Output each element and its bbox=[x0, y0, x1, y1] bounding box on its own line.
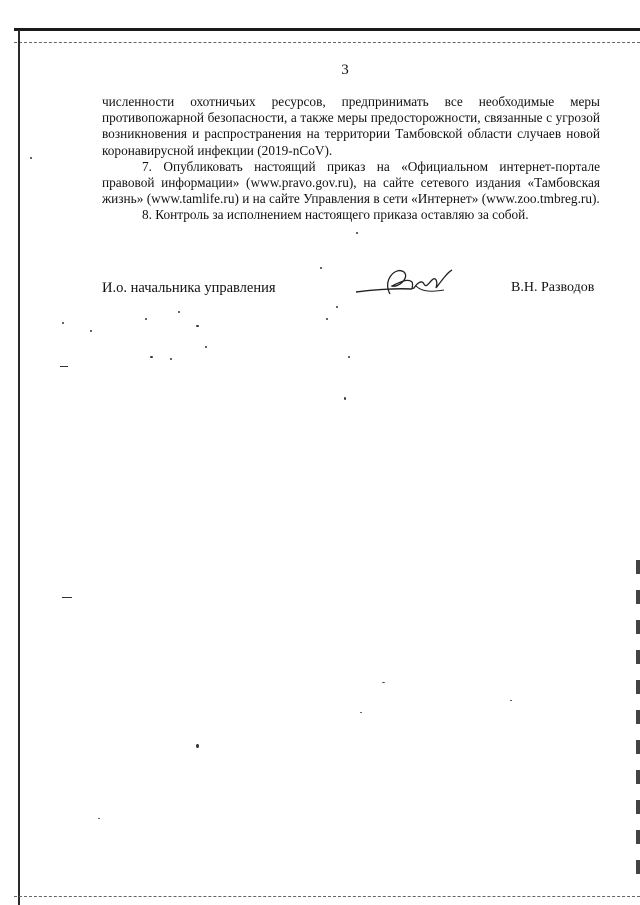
signatory-name: В.Н. Разводов bbox=[511, 280, 595, 295]
scan-speck bbox=[344, 397, 346, 400]
scan-speck bbox=[382, 682, 385, 683]
scan-right-edge-marks bbox=[636, 560, 640, 880]
scan-speck bbox=[60, 366, 68, 367]
scan-speck bbox=[90, 330, 92, 332]
paragraph-item-8: 8. Контроль за исполнением настоящего приказа оставляю за собой. bbox=[142, 207, 529, 223]
scan-speck bbox=[196, 325, 199, 327]
scan-speck bbox=[178, 311, 180, 313]
scan-speck bbox=[150, 356, 153, 358]
scan-top-dashed-line bbox=[14, 42, 640, 44]
scan-speck bbox=[62, 322, 64, 324]
scan-speck bbox=[205, 346, 207, 348]
scan-top-border bbox=[14, 28, 640, 31]
scan-speck bbox=[196, 744, 199, 748]
scan-speck bbox=[170, 358, 172, 360]
scan-speck bbox=[145, 318, 147, 320]
scan-speck bbox=[348, 356, 350, 358]
scan-speck bbox=[62, 597, 72, 598]
scan-speck bbox=[98, 818, 100, 819]
scan-speck bbox=[356, 232, 358, 234]
scan-speck bbox=[336, 306, 338, 308]
scan-left-edge bbox=[18, 30, 20, 905]
paragraph-continuation: численности охотничьих ресурсов, предпринимать все необходимые меры противопожарной безопасности, а также меры предосторожности, связанные с угрозой возникновения и распространения на территории Тамбовской области случаев новой коронавирусной инфекции (2019-nCoV). bbox=[102, 94, 600, 158]
scan-speck bbox=[320, 267, 322, 269]
document-body bbox=[102, 94, 600, 224]
scan-bottom-dashed-line bbox=[14, 896, 640, 898]
scan-speck bbox=[326, 318, 328, 320]
paragraph-item-7: 7. Опубликовать настоящий приказ на «Официальном интернет-портале правовой информации» (www.pravo.gov.ru), на сайте сетевого издания «Тамбовская жизнь» (www.tamlife.ru) и на сайте Управления в сети «Интернет» (www.zoo.tmbreg.ru). bbox=[102, 158, 600, 207]
signatory-title: И.о. начальника управления bbox=[102, 280, 276, 296]
handwritten-signature bbox=[352, 262, 462, 302]
scan-speck bbox=[30, 157, 32, 159]
scan-speck bbox=[510, 700, 512, 701]
scan-speck bbox=[360, 712, 362, 713]
page-number: 3 bbox=[341, 62, 349, 78]
